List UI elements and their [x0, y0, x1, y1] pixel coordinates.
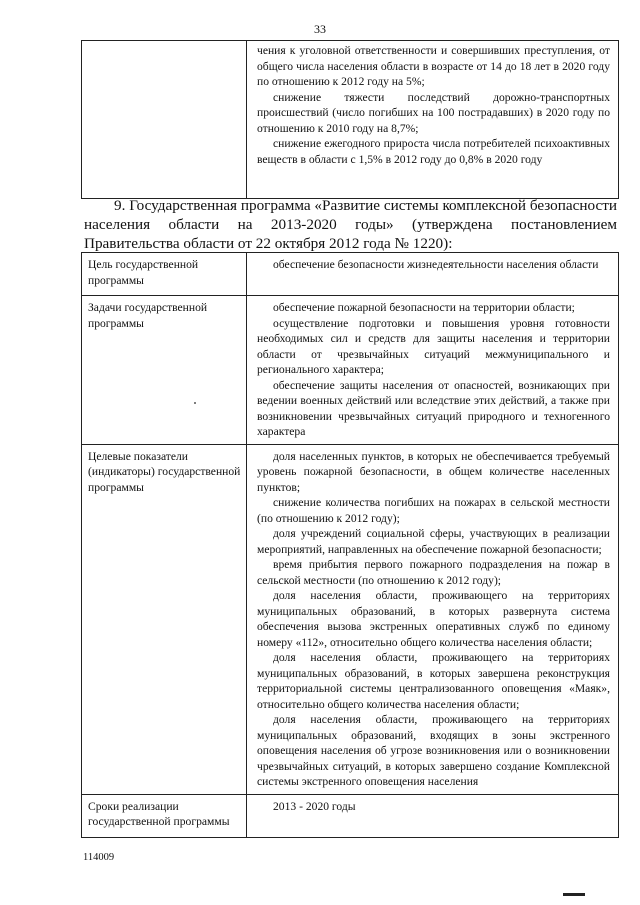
row-label-timeline: Сроки реализации государственной программы	[82, 794, 247, 837]
program-passport-table	[81, 252, 619, 838]
row-content-tasks	[247, 296, 619, 445]
content-paragraph: обеспечение пожарной безопасности на территории области;	[273, 301, 575, 314]
table-row	[82, 296, 619, 445]
table-row	[82, 444, 619, 794]
content-paragraph: обеспечение безопасности жизнедеятельности населения области	[273, 258, 599, 271]
content-paragraph: 2013 - 2020 годы	[273, 799, 356, 813]
page-number: 33	[314, 22, 326, 36]
content-paragraph: снижение количества погибших на пожарах в сельской местности (по отношению к 2012 году);	[257, 496, 610, 525]
continuation-paragraph: снижение ежегодного прироста числа потребителей психоактивных веществ в области с 1,5% в 2012 году до 0,8% в 2020 году	[257, 137, 610, 166]
scan-speck	[194, 402, 196, 404]
content-paragraph: время прибытия первого пожарного подразделения на пожар в сельской местности (по отношению к 2012 году);	[257, 558, 610, 587]
continuation-paragraph: чения к уголовной ответственности и совершивших преступления, от общего числа населения области в возрасте от 14 до 18 лет в 2020 году по отношению к 2012 году на 5%;	[257, 44, 610, 88]
row-label-goal: Цель государственной программы	[82, 253, 247, 296]
row-content-indicators	[247, 444, 619, 794]
content-paragraph: обеспечение защиты населения от опасностей, возникающих при ведении военных действий или вследствие этих действий, а также при возникновении чрезвычайных ситуаций природного и техногенного характера	[257, 378, 610, 438]
content-paragraph: доля населения области, проживающего на территориях муниципальных образований, в которых развернута система обеспечения вызова экстренных оперативных служб по единому номеру «112», относительно общего количества населения области;	[257, 589, 610, 649]
footer-document-code: 114009	[83, 852, 115, 863]
content-paragraph: доля населения области, проживающего на территориях муниципальных образований, входящих в зоны экстренного оповещения населения об угрозе возникновения или о возникновении чрезвычайных ситуаций, в которых завершено создание Комплексной системы экстренного оповещения населения	[257, 713, 610, 788]
continuation-text-cell	[247, 41, 619, 199]
row-content-goal	[247, 253, 619, 296]
row-content-timeline	[247, 794, 619, 837]
content-paragraph: доля учреждений социальной сферы, участвующих в реализации мероприятий, направленных на обеспечение пожарной безопасности;	[257, 527, 610, 556]
empty-label-cell	[82, 41, 247, 199]
section-heading: 9. Государственная программа «Развитие системы комплексной безопасности населения области на 2013-2020 годы» (утверждена постановлением Правительства области от 22 октября 2012 года № 1220):	[84, 197, 617, 252]
row-label-tasks: Задачи государственной программы	[82, 296, 247, 445]
continuation-paragraph: снижение тяжести последствий дорожно-транспортных происшествий (число погибших на 100 пострадавших) в 2020 году по отношению к 2010 году на 8,7%;	[257, 90, 610, 135]
scan-corner-mark	[563, 893, 585, 896]
content-paragraph: осуществление подготовки и повышения уровня готовности необходимых сил и средств для защиты населения и территории области от чрезвычайных ситуаций межмуниципального и регионального характера;	[257, 316, 610, 376]
table-row	[82, 41, 619, 199]
table-row	[82, 794, 619, 837]
content-paragraph: доля населенных пунктов, в которых не обеспечивается требуемый уровень пожарной безопасности, в общем количестве населенных пунктов;	[257, 449, 610, 494]
content-paragraph: доля населения области, проживающего на территориях муниципальных образований, в которых завершена реконструкция территориальной системы централизованного оповещения «Маяк», относительно общего количества населения области;	[257, 651, 610, 711]
row-label-indicators: Целевые показатели (индикаторы) государственной программы	[82, 444, 247, 794]
table-row	[82, 253, 619, 296]
continuation-table	[81, 40, 619, 199]
